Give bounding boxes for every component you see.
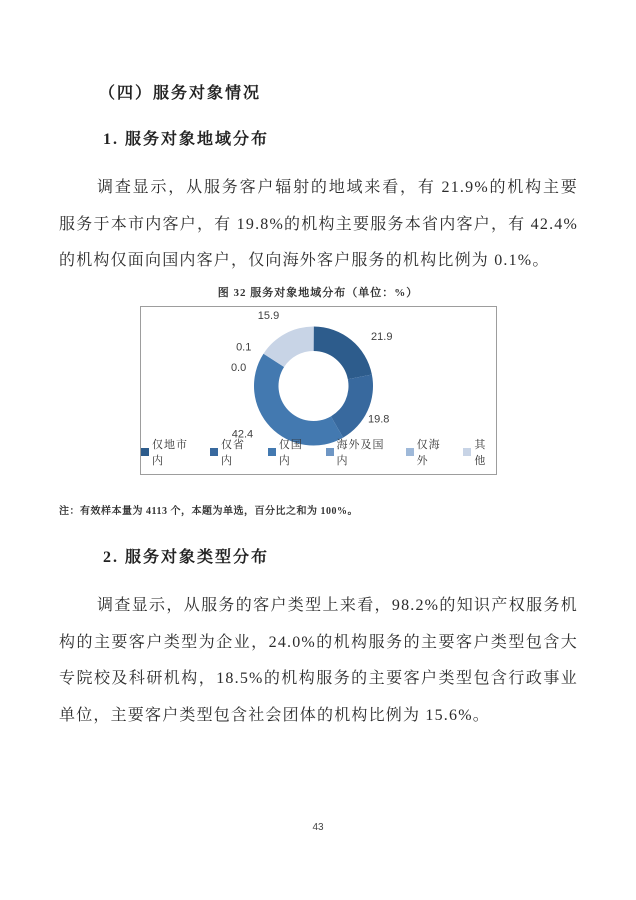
- legend-swatch-icon: [268, 448, 276, 456]
- donut-segment-仅地市内: [314, 327, 372, 380]
- legend-label: 仅国内: [278, 439, 303, 467]
- legend-item: [463, 436, 496, 468]
- donut-data-label: 19.8: [367, 413, 390, 426]
- legend-label: 其他: [474, 439, 487, 467]
- donut-data-label: 42.4: [231, 428, 254, 441]
- legend-swatch-icon: [406, 448, 414, 456]
- page-number: 43: [312, 822, 324, 833]
- chart-legend: [141, 436, 496, 468]
- donut-data-label: 21.9: [371, 331, 393, 344]
- donut-segment-仅国内: [254, 354, 343, 446]
- legend-label: 仅地市内: [152, 439, 188, 467]
- legend-item: [268, 436, 312, 468]
- legend-item: [326, 436, 392, 468]
- paragraph-region-distribution: 调查显示，从服务客户辐射的地域来看，有 21.9%的机构主要服务于本市内客户，有 19.8%的机构主要服务本省内客户，有 42.4%的机构仅面向国内客户，仅向海外客户服务的机构比例为 0.1%。: [59, 179, 578, 269]
- chart-title: 图 32 服务对象地域分布（单位：%）: [217, 287, 419, 299]
- legend-label: 仅省内: [220, 439, 245, 467]
- legend-label: 仅海外: [416, 439, 441, 467]
- legend-swatch-icon: [141, 448, 149, 456]
- legend-swatch-icon: [463, 448, 471, 456]
- section-heading: （四）服务对象情况: [99, 85, 262, 102]
- legend-item: [210, 436, 254, 468]
- legend-label: 海外及国内: [336, 439, 385, 467]
- donut-chart-frame: [140, 306, 497, 475]
- chart-note: 注：有效样本量为 4113 个，本题为单选，百分比之和为 100%。: [59, 506, 358, 517]
- paragraph-type-distribution: 调查显示，从服务的客户类型上来看，98.2%的知识产权服务机构的主要客户类型为企业，24.0%的机构服务的主要客户类型包含大专院校及科研机构，18.5%的机构服务的主要客户类型包含行政事业单位，主要客户类型包含社会团体的机构比例为 15.6%。: [59, 597, 578, 724]
- donut-data-label: 0.0: [230, 361, 247, 374]
- donut-data-label: 0.1: [236, 341, 252, 354]
- legend-item: [141, 436, 196, 468]
- legend-item: [406, 436, 450, 468]
- legend-swatch-icon: [210, 448, 218, 456]
- legend-swatch-icon: [326, 448, 334, 456]
- donut-data-label: 15.9: [257, 309, 280, 322]
- subsection-1-heading: 1. 服务对象地域分布: [103, 131, 270, 148]
- subsection-2-heading: 2. 服务对象类型分布: [103, 549, 270, 566]
